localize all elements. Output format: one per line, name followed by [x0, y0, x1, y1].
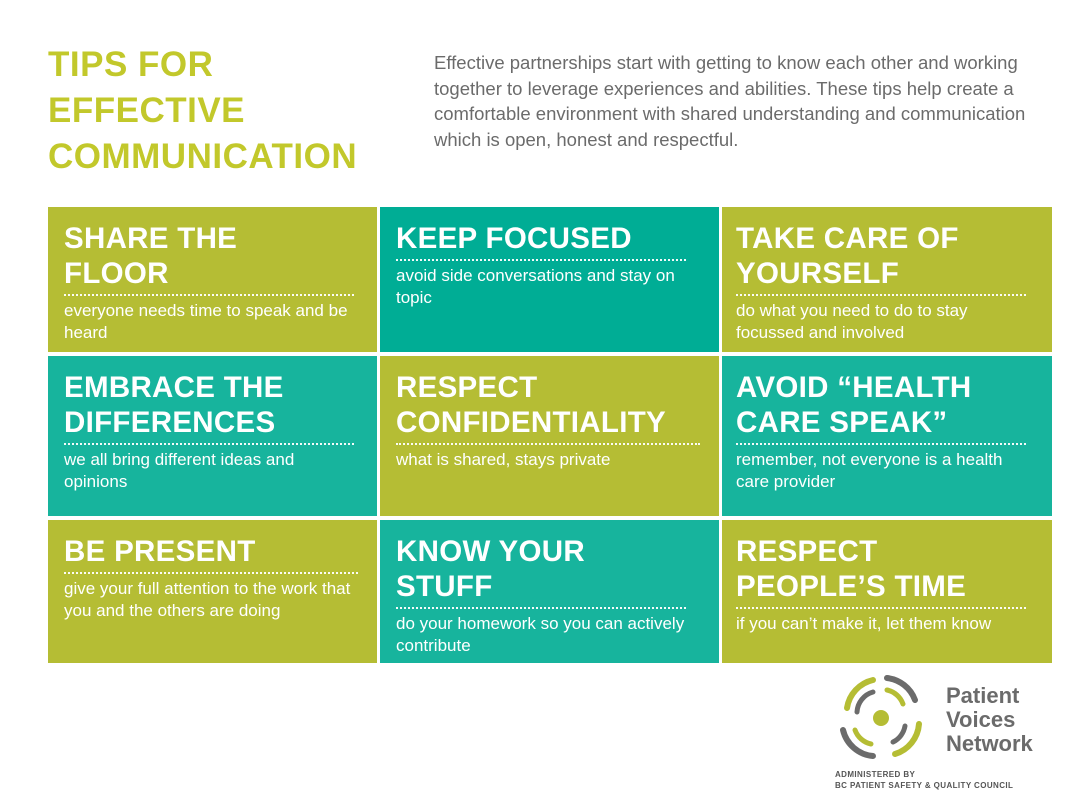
tip-title: [64, 370, 362, 440]
tip-card-keep-focused: [380, 207, 719, 352]
logo-wordmark-line: Network: [946, 731, 1033, 756]
logo-mark-icon: [835, 674, 935, 766]
tip-card-be-present: [48, 520, 377, 663]
dotted-divider: [736, 607, 1026, 609]
tip-title: [64, 534, 362, 569]
tip-card-embrace-the-differences: [48, 356, 377, 516]
tip-title: [736, 370, 1037, 440]
tip-title-line: CONFIDENTIALITY: [396, 406, 666, 439]
dotted-divider: [736, 294, 1026, 296]
tip-title-line: RESPECT: [396, 371, 538, 404]
tip-title: [396, 534, 704, 604]
admin-line: BC PATIENT SAFETY & QUALITY COUNCIL: [835, 781, 1014, 790]
dotted-divider: [64, 443, 354, 445]
tip-title-line: AVOID “HEALTH: [736, 371, 972, 404]
tip-title-line: KEEP FOCUSED: [396, 222, 632, 255]
dotted-divider: [736, 443, 1026, 445]
tip-title-line: RESPECT: [736, 535, 878, 568]
page-title-line: EFFECTIVE: [48, 91, 246, 130]
administered-by-text: [835, 769, 1013, 791]
tip-card-know-your-stuff: [380, 520, 719, 663]
tip-title-line: FLOOR: [64, 257, 169, 290]
intro-paragraph: Effective partnerships start with getting to know each other and working together to leverage experiences and abilities. These tips help create a comfortable environment with shared understanding and communication which is open, honest and respectful.: [434, 52, 1026, 150]
tip-title: [736, 221, 1037, 291]
tip-title: [396, 221, 704, 256]
tips-grid: [48, 207, 1052, 663]
tip-text: give your full attention to the work that you and the others are doing: [64, 579, 351, 620]
tip-text: we all bring different ideas and opinions: [64, 450, 295, 491]
tip-text: remember, not everyone is a health care provider: [736, 450, 1003, 491]
tip-title: [736, 534, 1037, 604]
tip-text: do what you need to do to stay focussed and involved: [736, 301, 968, 342]
tip-card-take-care-of-yourself: [722, 207, 1052, 352]
tip-title-line: CARE SPEAK”: [736, 406, 948, 439]
logo-wordmark: [946, 684, 1033, 756]
dotted-divider: [396, 607, 686, 609]
dotted-divider: [64, 294, 354, 296]
tip-title-line: BE PRESENT: [64, 535, 256, 568]
tip-text: what is shared, stays private: [396, 450, 611, 469]
tip-text: if you can’t make it, let them know: [736, 614, 992, 633]
dotted-divider: [396, 259, 686, 261]
tip-title-line: STUFF: [396, 570, 493, 603]
tip-title: [64, 221, 362, 291]
admin-line: ADMINISTERED BY: [835, 770, 916, 779]
tip-text: do your homework so you can actively contribute: [396, 614, 685, 655]
dotted-divider: [396, 443, 700, 445]
tip-title-line: DIFFERENCES: [64, 406, 276, 439]
tip-text: everyone needs time to speak and be heard: [64, 301, 348, 342]
tip-card-respect-peoples-time: [722, 520, 1052, 663]
logo-wordmark-line: Voices: [946, 707, 1016, 732]
tip-title-line: YOURSELF: [736, 257, 900, 290]
page-title-line: COMMUNICATION: [48, 137, 358, 176]
tip-card-avoid-health-care-speak: [722, 356, 1052, 516]
tip-title-line: SHARE THE: [64, 222, 238, 255]
dotted-divider: [64, 572, 358, 574]
tip-title-line: TAKE CARE OF: [736, 222, 959, 255]
page-title-line: TIPS FOR: [48, 45, 214, 84]
tip-title: [396, 370, 704, 440]
tip-card-share-the-floor: [48, 207, 377, 352]
logo-wordmark-line: Patient: [946, 683, 1020, 708]
page-title: [48, 42, 357, 180]
tip-text: avoid side conversations and stay on topic: [396, 266, 675, 307]
tip-card-respect-confidentiality: [380, 356, 719, 516]
tip-title-line: PEOPLE’S TIME: [736, 570, 967, 603]
patient-voices-network-logo: [835, 674, 1055, 802]
tip-title-line: KNOW YOUR: [396, 535, 585, 568]
tip-title-line: EMBRACE THE: [64, 371, 284, 404]
